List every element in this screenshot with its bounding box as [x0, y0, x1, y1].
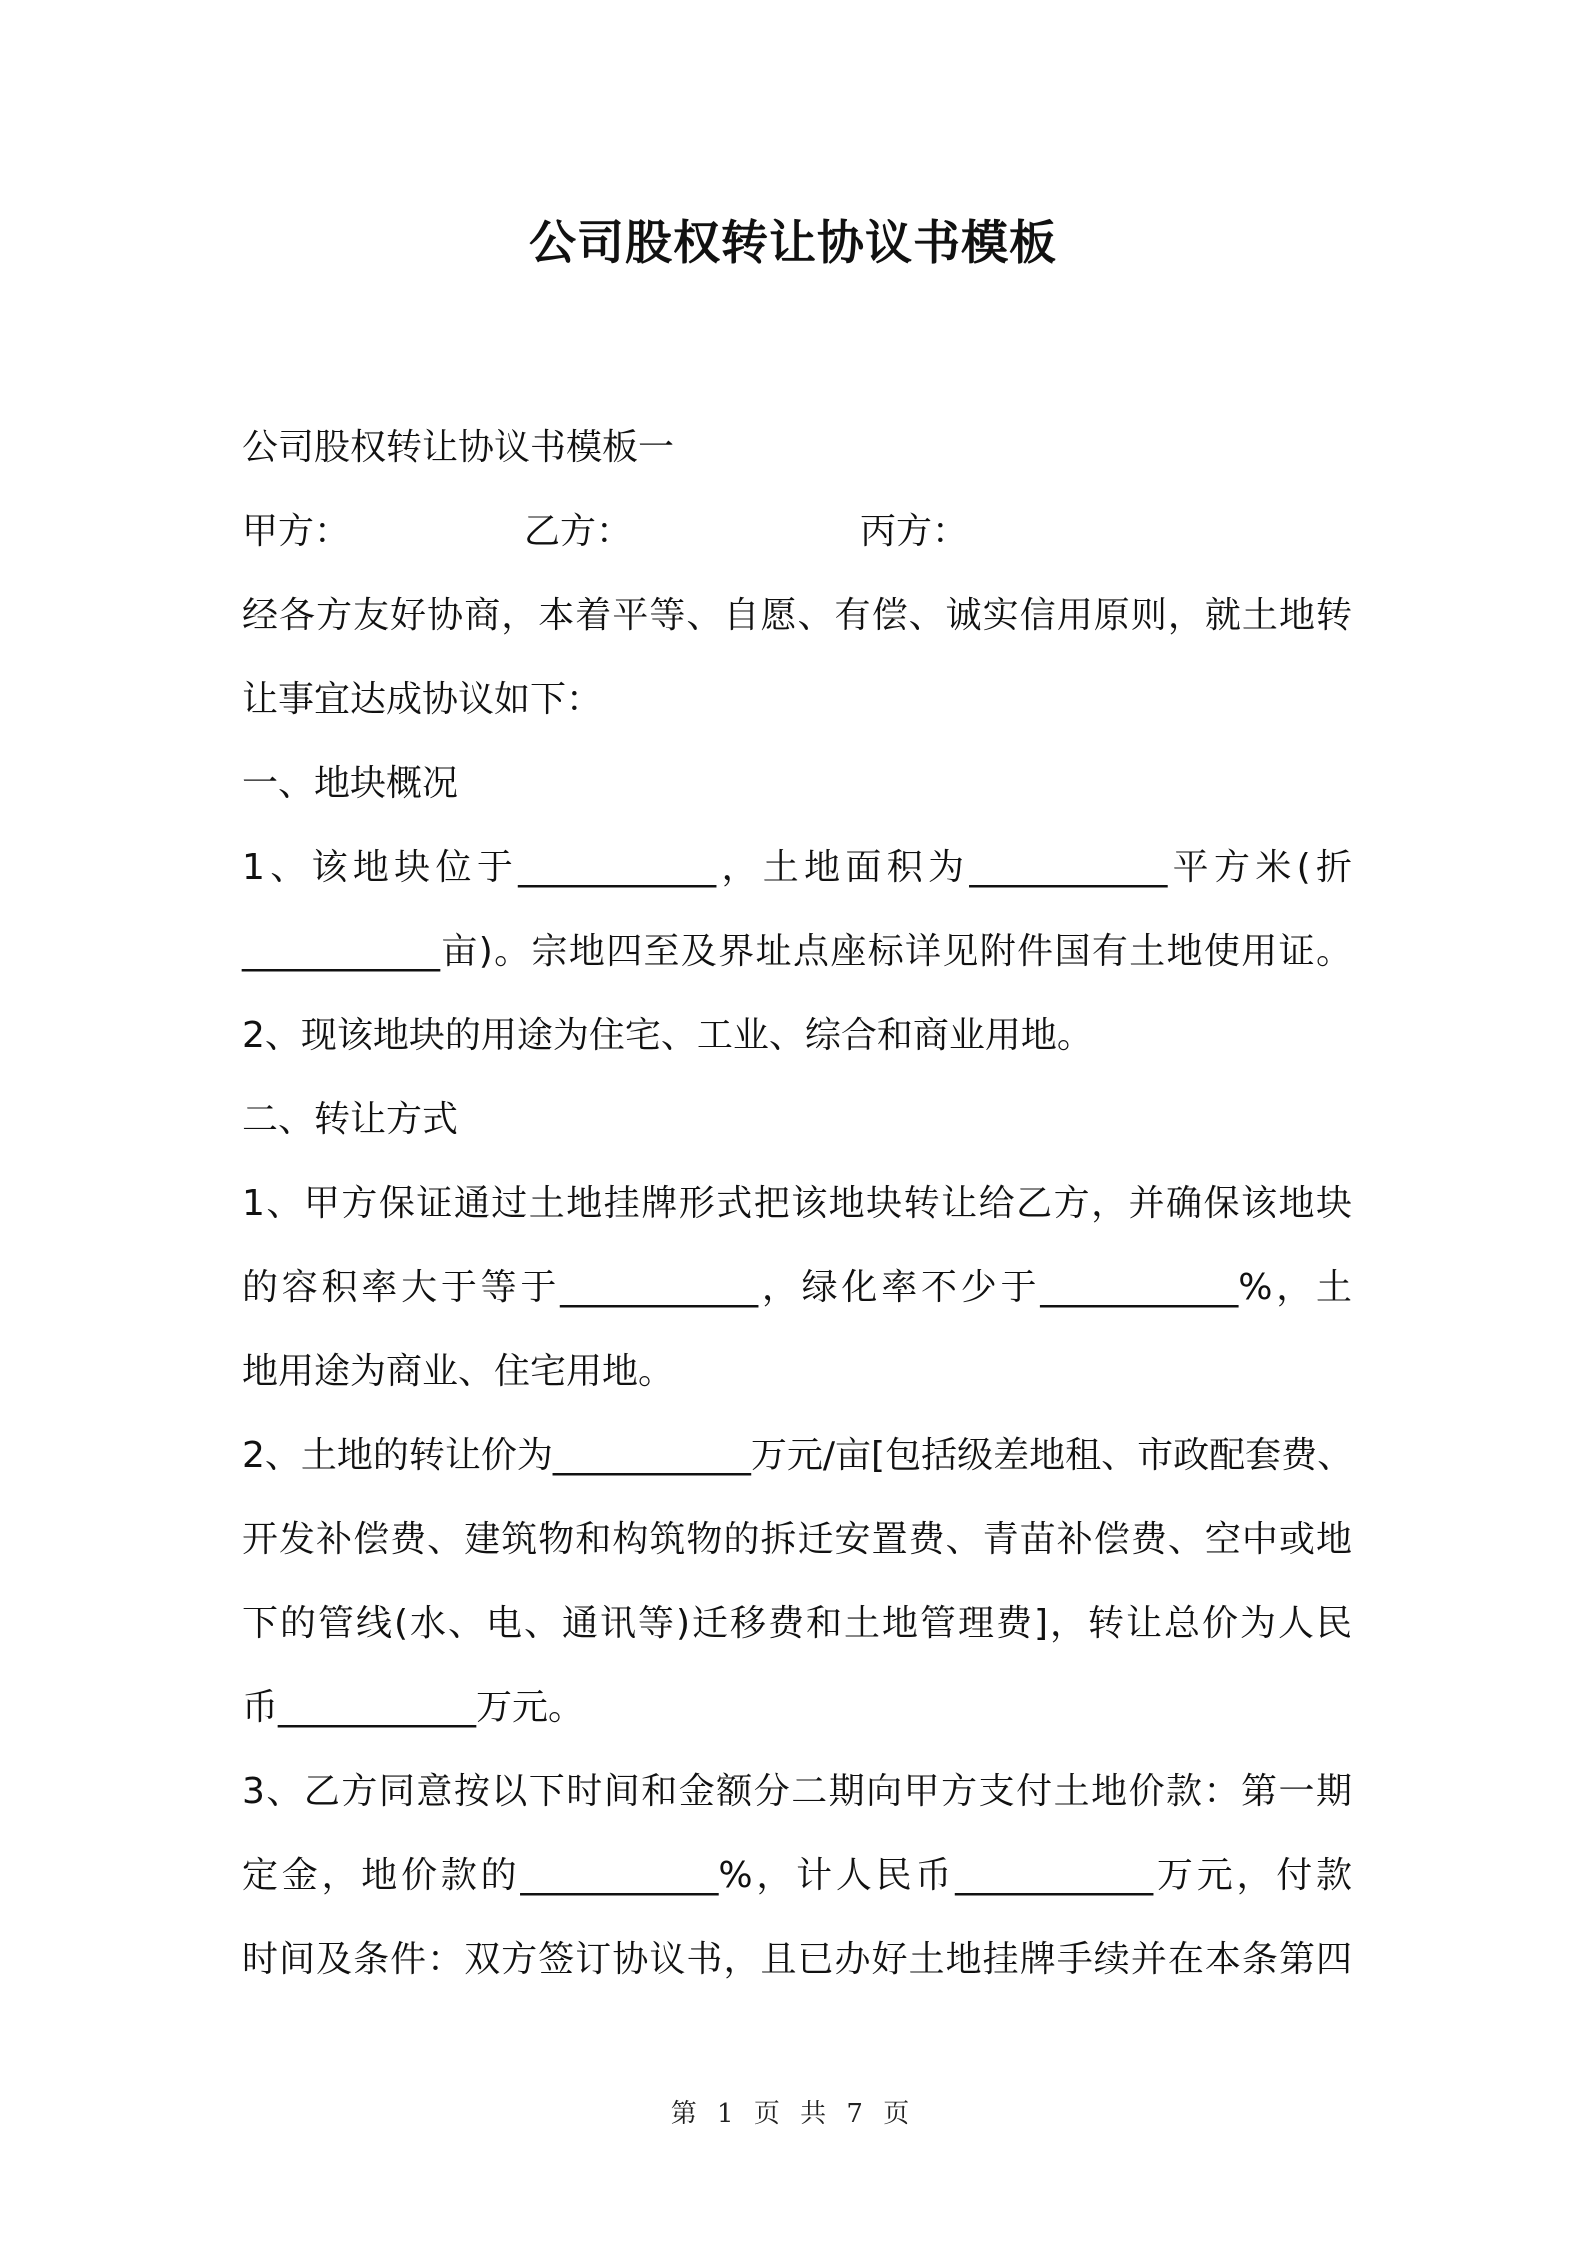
paragraph-line: 3、乙方同意按以下时间和金额分二期向甲方支付土地价款：第一期: [242, 1771, 1352, 1812]
paragraph-line: 的容积率大于等于___________，绿化率不少于___________%，土: [242, 1267, 1352, 1308]
party-c-label: 丙方：: [860, 511, 969, 552]
section-heading: 二、转让方式: [242, 1099, 459, 1140]
section-heading: 一、地块概况: [242, 763, 459, 804]
document-title: 公司股权转让协议书模板: [529, 216, 1057, 271]
paragraph-line: 让事宜达成协议如下：: [242, 679, 603, 720]
paragraph-line: 地用途为商业、住宅用地。: [242, 1351, 675, 1392]
paragraph-line: 1、甲方保证通过土地挂牌形式把该地块转让给乙方，并确保该地块: [242, 1183, 1352, 1224]
paragraph-line: 经各方友好协商，本着平等、自愿、有偿、诚实信用原则，就土地转: [242, 595, 1352, 636]
paragraph-line: 定金，地价款的___________%，计人民币___________万元，付款: [242, 1855, 1352, 1896]
paragraph-line: 开发补偿费、建筑物和构筑物的拆迁安置费、青苗补偿费、空中或地: [242, 1519, 1352, 1560]
parties-row: [242, 490, 1352, 574]
paragraph-line: 时间及条件：双方签订协议书，且已办好土地挂牌手续并在本条第四: [242, 1939, 1352, 1980]
party-b-label: 乙方：: [524, 511, 633, 552]
document-subtitle: 公司股权转让协议书模板一: [242, 427, 675, 468]
paragraph-line: 1、该地块位于___________，土地面积为___________平方米(折: [242, 847, 1352, 888]
paragraph-line: ___________亩)。宗地四至及界址点座标详见附件国有土地使用证。: [242, 931, 1352, 972]
paragraph-line: 2、现该地块的用途为住宅、工业、综合和商业用地。: [242, 1015, 1093, 1056]
paragraph-line: 币___________万元。: [242, 1687, 585, 1728]
paragraph-line: 下的管线(水、电、通讯等)迁移费和土地管理费]，转让总价为人民: [242, 1603, 1352, 1644]
document-body: [242, 406, 1352, 2002]
party-a-label: 甲方：: [242, 511, 351, 552]
paragraph-line: 2、土地的转让价为___________万元/亩[包括级差地租、市政配套费、: [242, 1435, 1354, 1476]
page-footer: 第 1 页 共 7 页: [670, 2099, 916, 2129]
